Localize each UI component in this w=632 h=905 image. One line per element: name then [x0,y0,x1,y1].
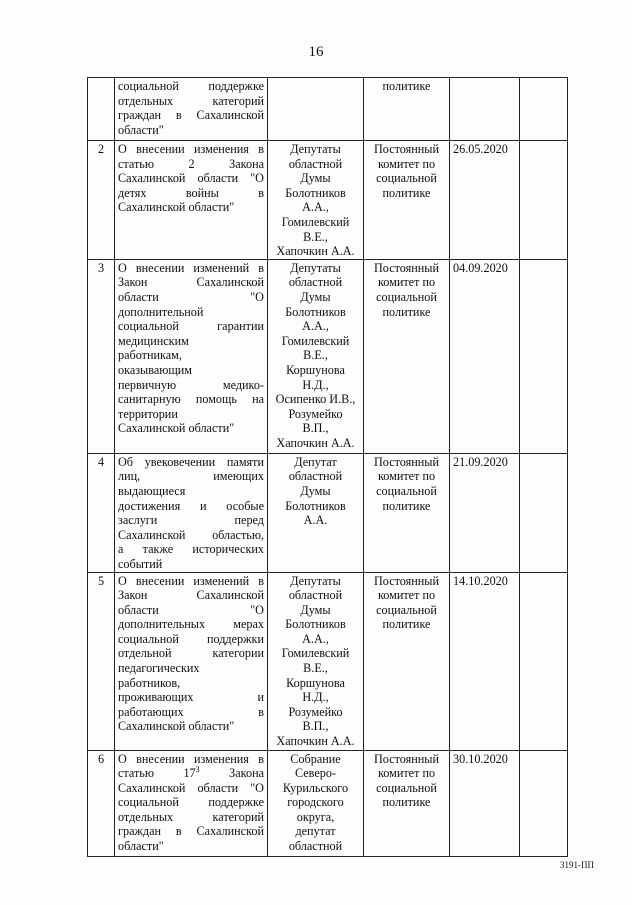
initiator-line: Собрание [290,751,341,766]
bill-title-line: Сахалинской области "О [118,780,264,795]
initiator-line: Болотников [285,304,346,319]
row-number: 3 [88,259,115,453]
bill-title-line: дополнительных мерах [118,617,264,632]
bill-title-line: О внесении изменения в [118,142,264,156]
initiator [268,572,364,750]
initiator-line: Н.Д., [302,690,329,705]
responsible-committee [364,259,450,453]
empty-cell [520,259,568,453]
committee-line: комитет по [377,469,436,484]
bill-title-line: достижения и особые [118,498,264,513]
committee-line: комитет по [377,588,436,603]
empty-cell [520,750,568,856]
bills-table [87,77,568,857]
initiator-line: Болотников [285,185,346,200]
submission-date: 04.09.2020 [450,259,520,453]
initiator-line: В.Е., [303,229,328,244]
committee-line: политике [382,185,431,200]
bill-title [115,453,268,572]
committee-line: Постоянный [374,751,439,766]
bill-title [115,572,268,750]
committee-line: Постоянный [374,260,439,275]
submission-date: 14.10.2020 [450,572,520,750]
initiator-line: Гомилевский [281,646,350,661]
initiator-line: А.А., [302,319,329,334]
bill-title-line: Сахалинской области" [118,421,235,436]
bill-title-line: граждан в Сахалинской [118,108,264,123]
responsible-committee [364,572,450,750]
bill-title-line: Сахалинской областью, [118,527,264,542]
bill-title [115,141,268,260]
committee-line: комитет по [377,156,436,171]
initiator [268,453,364,572]
bill-title-line: заслуги перед [118,513,264,528]
initiator-line: Гомилевский [281,214,350,229]
committee-line: Постоянный [374,573,439,588]
table-row [88,141,568,260]
bill-title-line: работающих в [118,704,264,719]
committee-line: политике [382,304,431,319]
committee-line: политике [382,79,431,93]
initiator-line: А.А., [302,200,329,215]
bill-title [115,78,268,141]
bill-title-line: отдельной категории [118,646,264,661]
initiator-line: Думы [300,289,331,304]
initiator-line: В.Е., [303,348,328,363]
bill-title-line: отдельных категорий [118,93,264,108]
initiator-line: Хапочкин А.А. [276,244,355,259]
bill-title-line: Закон Сахалинской [118,588,264,603]
bill-title-line: детях войны в [118,185,264,200]
row-number: 5 [88,572,115,750]
committee-line: социальной [376,171,437,186]
row-number: 4 [88,453,115,572]
initiator [268,750,364,856]
committee-line: социальной [376,483,437,498]
initiator-line: Розумейко [288,406,343,421]
responsible-committee [364,750,450,856]
row-number: 2 [88,141,115,260]
bill-title-line: первичную медико- [118,377,264,392]
initiator-line: областной [288,469,343,484]
bill-title-line: санитарную помощь на [118,392,264,407]
bill-title-line: социальной поддержке [118,795,264,810]
table-row [88,78,568,141]
initiator-line: Коршунова [286,675,345,690]
bill-title-line: медицинским [118,333,189,348]
page-number: 16 [308,44,324,60]
responsible-committee [364,453,450,572]
initiator-line: Северо- [294,766,337,781]
empty-cell [520,453,568,572]
initiator-line: Депутат [294,454,337,469]
initiator-line: Думы [300,602,331,617]
table-row [88,453,568,572]
bill-title-line: области "О [118,289,264,304]
initiator-line: А.А. [303,513,328,528]
bill-title-line: территории [118,406,178,421]
bill-title-line: Закон Сахалинской [118,275,264,290]
initiator-line: Болотников [285,617,346,632]
initiator-line: Хапочкин А.А. [276,435,355,450]
initiator-line: Депутаты [290,573,341,588]
initiator-line: городского [287,795,344,810]
initiator-line: областной [288,839,343,854]
committee-line: политике [382,795,431,810]
responsible-committee [364,78,450,141]
bill-title-line: работникам, [118,348,182,363]
initiator [268,78,364,141]
initiator [268,141,364,260]
initiator-line: Н.Д., [302,377,329,392]
initiator-line: В.Е., [303,661,328,676]
bill-title-line: а также исторических [118,542,264,557]
committee-line: комитет по [377,275,436,290]
bill-title-line [118,766,264,781]
initiator-line: В.П., [302,421,329,436]
bill-title [115,750,268,856]
bill-title-line: статью 2 Закона [118,156,264,171]
initiator-line: Депутаты [290,142,341,156]
bill-title-text: Закона [199,766,264,781]
bill-title-line: социальной поддержке [118,79,264,93]
committee-line: социальной [376,780,437,795]
empty-cell [520,572,568,750]
bill-title-line: выдающиеся [118,483,186,498]
initiator-line: Курильского [282,780,349,795]
bill-title-line: О внесении изменения в [118,751,264,766]
bill-title-line: Сахалинской области "О [118,171,264,186]
bill-title-line: О внесении изменений в [118,573,264,588]
bill-title-line: области" [118,122,164,137]
bill-title-line: области "О [118,602,264,617]
empty-cell [520,78,568,141]
committee-line: Постоянный [374,454,439,469]
initiator-line: А.А., [302,631,329,646]
row-number [88,78,115,141]
bill-title-line: Сахалинской области" [118,200,235,215]
bill-title-line: лиц, имеющих [118,469,264,484]
committee-line: политике [382,498,431,513]
document-code: 3191-ПП [560,860,594,870]
bill-title-line: Об увековечении памяти [118,454,264,469]
initiator-line: областной [288,275,343,290]
table-row [88,750,568,856]
bill-title-line: оказывающим [118,362,192,377]
bill-title-line: проживающих и [118,690,264,705]
committee-line: социальной [376,289,437,304]
table-body [88,78,568,857]
row-number: 6 [88,750,115,856]
initiator-line: Гомилевский [281,333,350,348]
bill-title-line: области" [118,839,164,854]
initiator-line: депутат [295,824,336,839]
committee-line: комитет по [377,766,436,781]
bill-title-line: социальной гарантии [118,319,264,334]
submission-date: 26.05.2020 [450,141,520,260]
committee-line: социальной [376,602,437,617]
bill-title-line: работников, [118,675,181,690]
responsible-committee [364,141,450,260]
initiator-line: Думы [300,171,331,186]
table-row [88,259,568,453]
initiator-line: Болотников [285,498,346,513]
submission-date [450,78,520,141]
bill-title [115,259,268,453]
bill-title-line: событий [118,556,163,571]
initiator-line: областной [288,156,343,171]
initiator-line: Осипенко И.В., [275,392,356,407]
submission-date: 30.10.2020 [450,750,520,856]
initiator-line: Хапочкин А.А. [276,734,355,749]
committee-line: Постоянный [374,142,439,156]
bill-title-text: статью 17 [118,766,196,781]
initiator-line: В.П., [302,719,329,734]
bill-title-line: граждан в Сахалинской [118,824,264,839]
empty-cell [520,141,568,260]
initiator-line: округа, [296,809,335,824]
initiator-line: Розумейко [288,704,343,719]
superscript: 3 [195,765,200,775]
bill-title-line: отдельных категорий [118,809,264,824]
bill-title-line: дополнительной [118,304,204,319]
initiator-line: Депутаты [290,260,341,275]
bill-title-line: педагогических [118,661,200,676]
submission-date: 21.09.2020 [450,453,520,572]
table-row [88,572,568,750]
initiator-line: Коршунова [286,362,345,377]
initiator-line: областной [288,588,343,603]
initiator-line: Думы [300,483,331,498]
committee-line: политике [382,617,431,632]
bill-title-line: Сахалинской области" [118,719,235,734]
bill-title-line: О внесении изменений в [118,260,264,275]
initiator [268,259,364,453]
bill-title-line: социальной поддержки [118,631,264,646]
